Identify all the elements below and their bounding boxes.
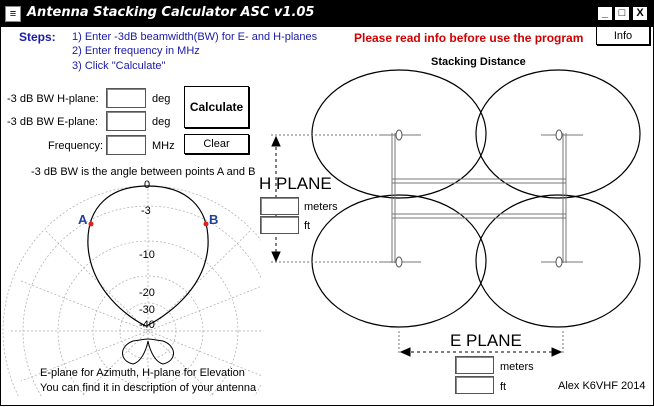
info-button[interactable]: Info	[596, 26, 650, 45]
minimize-button[interactable]: _	[597, 6, 613, 21]
h-plane-meters-output[interactable]	[260, 197, 299, 215]
db-label-10: -10	[139, 249, 155, 261]
window-title: Antenna Stacking Calculator ASC v1.05	[27, 5, 315, 20]
e-plane-meters-output[interactable]	[455, 356, 494, 374]
e-plane-meters-unit: meters	[500, 361, 534, 373]
h-plane-label: -3 dB BW H-plane:	[7, 93, 99, 105]
db-label-40: -40	[139, 319, 155, 331]
db-label-0: 0	[144, 179, 151, 191]
stacking-distance-title: Stacking Distance	[431, 56, 526, 68]
pattern-caption: -3 dB BW is the angle between points A and B	[31, 166, 256, 178]
e-plane-ft-unit: ft	[500, 381, 507, 393]
point-b-label: B	[209, 212, 219, 227]
step-1: 1) Enter -3dB beamwidth(BW) for E- and H-planes	[72, 31, 318, 43]
h-plane-ft-unit: ft	[304, 220, 311, 232]
h-plane-title: H PLANE	[259, 174, 332, 193]
frequency-label: Frequency:	[48, 140, 104, 152]
read-info-notice: Please read info before use the program	[354, 31, 584, 45]
steps-label: Steps:	[19, 30, 56, 44]
db-label-20: -20	[139, 287, 155, 299]
app-icon[interactable]: ≡	[5, 6, 21, 22]
e-plane-unit: deg	[152, 116, 171, 128]
credit-text: Alex K6VHF 2014	[558, 380, 646, 392]
h-plane-unit: deg	[152, 93, 171, 105]
frequency-unit: MHz	[152, 140, 175, 152]
e-plane-ft-output[interactable]	[455, 376, 494, 394]
clear-button[interactable]: Clear	[184, 134, 249, 154]
maximize-button[interactable]: □	[614, 6, 630, 21]
description-note: You can find it in description of your antenna	[40, 382, 257, 394]
point-a-label: A	[78, 212, 88, 227]
e-plane-title: E PLANE	[450, 331, 522, 350]
plane-note: E-plane for Azimuth, H-plane for Elevation	[40, 367, 245, 379]
step-3: 3) Click "Calculate"	[72, 60, 166, 72]
step-2: 2) Enter frequency in MHz	[72, 45, 200, 57]
db-label-3: -3	[141, 205, 151, 217]
e-plane-label: -3 dB BW E-plane:	[7, 116, 99, 128]
h-plane-meters-unit: meters	[304, 201, 338, 213]
calculate-button[interactable]: Calculate	[184, 86, 249, 128]
close-button[interactable]: X	[632, 6, 648, 21]
db-label-30: -30	[139, 304, 155, 316]
h-plane-ft-output[interactable]	[260, 216, 299, 234]
